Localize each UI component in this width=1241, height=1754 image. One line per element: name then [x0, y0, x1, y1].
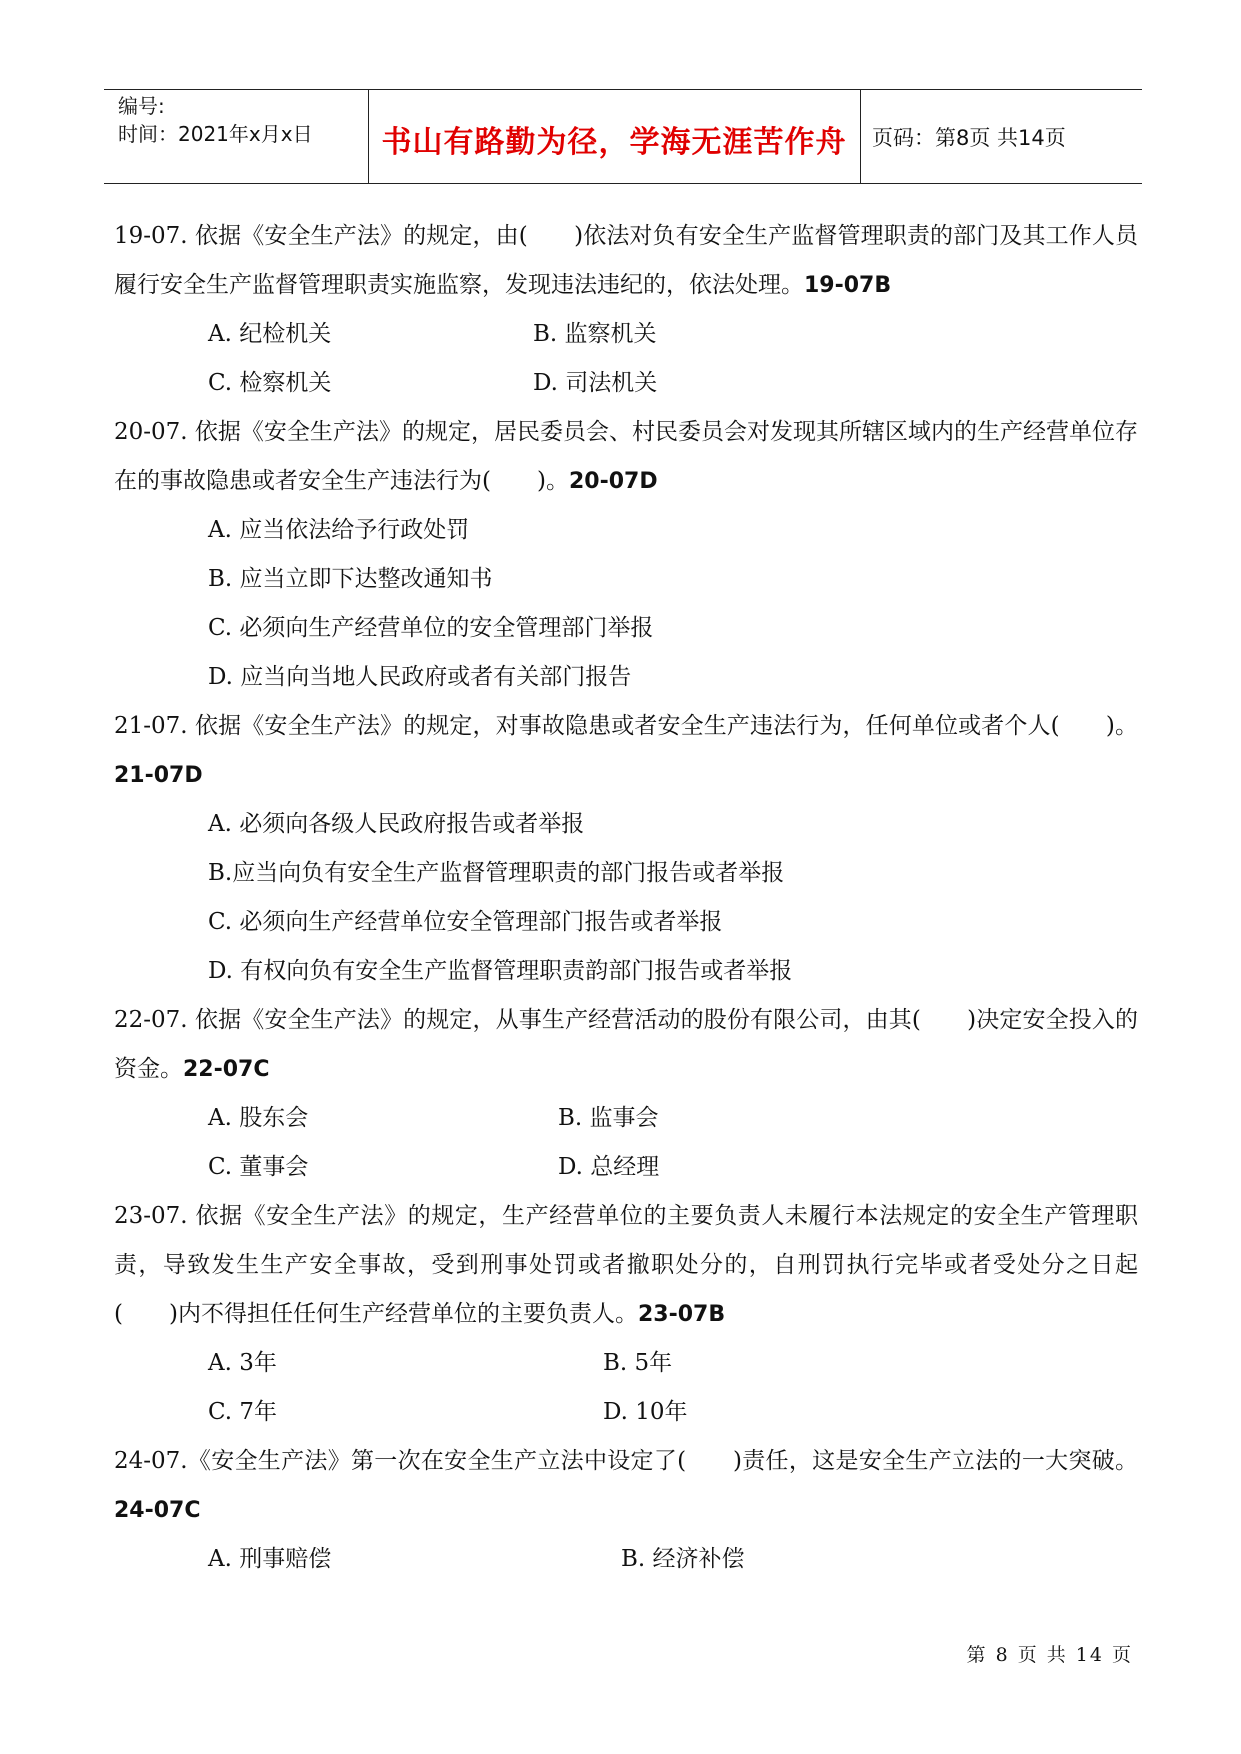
question-text — [114, 1437, 1138, 1535]
option-a: A. 应当依法给予行政处罚 — [208, 517, 470, 543]
option-c: C. 检察机关 — [208, 370, 332, 396]
question-24 — [114, 1437, 1138, 1584]
question-text — [114, 1192, 1138, 1339]
question-stem: 21-07. 依据《安全生产法》的规定，对事故隐患或者安全生产违法行为，任何单位或者个人( )。 — [114, 713, 1138, 739]
option-d: D. 总经理 — [558, 1154, 660, 1180]
answer-key: 21-07D — [114, 763, 203, 788]
option-b: B. 监事会 — [558, 1105, 659, 1131]
answer-key: 23-07B — [637, 1302, 726, 1327]
option-d: D. 10年 — [603, 1399, 688, 1425]
question-23 — [114, 1192, 1138, 1437]
answer-key: 20-07D — [568, 469, 658, 494]
option-row — [114, 1143, 1138, 1192]
answer-key: 24-07C — [114, 1498, 201, 1523]
number-label: 编号: — [118, 94, 165, 118]
question-text — [114, 996, 1138, 1094]
header-page-label: 页码：第8页 共14页 — [872, 126, 1066, 150]
option-b: B. 应当立即下达整改通知书 — [208, 566, 493, 592]
question-text — [114, 702, 1138, 800]
option-row — [114, 1339, 1138, 1388]
header-motto: 书山有路勤为径，学海无涯苦作舟 — [381, 125, 847, 160]
option-b: B. 经济补偿 — [621, 1546, 745, 1572]
question-list — [114, 212, 1138, 1584]
header-bottom-rule — [104, 183, 1142, 184]
footer-page-number: 第 8 页 共 14 页 — [966, 1644, 1133, 1666]
option-d: D. 应当向当地人民政府或者有关部门报告 — [208, 664, 632, 690]
question-21 — [114, 702, 1138, 996]
answer-key: 19-07B — [804, 273, 892, 298]
option-row — [114, 310, 1138, 359]
option-row — [114, 1535, 1138, 1584]
question-22 — [114, 996, 1138, 1192]
question-stem: 24-07.《安全生产法》第一次在安全生产立法中设定了( )责任，这是安全生产立法的一大突破。 — [114, 1448, 1138, 1474]
option-c: C. 必须向生产经营单位的安全管理部门举报 — [208, 615, 654, 641]
option-row — [114, 1094, 1138, 1143]
answer-key: 22-07C — [183, 1057, 270, 1082]
question-text — [114, 408, 1138, 506]
question-19 — [114, 212, 1138, 408]
option-a: A. 纪检机关 — [208, 321, 332, 347]
option-b: B. 5年 — [603, 1350, 673, 1376]
option-c: C. 董事会 — [208, 1154, 309, 1180]
option-a: A. 股东会 — [208, 1105, 309, 1131]
option-c: C. 7年 — [208, 1399, 278, 1425]
option-row — [114, 359, 1138, 408]
option-a: A. 3年 — [208, 1350, 277, 1376]
question-stem: 19-07. 依据《安全生产法》的规定，由( )依法对负有安全生产监督管理职责的部门及其工作人员履行安全生产监督管理职责实施监察，发现违法违纪的，依法处理。 — [114, 223, 1138, 298]
option-row — [114, 1388, 1138, 1437]
header-divider-1 — [368, 90, 369, 183]
option-d: D. 有权向负有安全生产监督管理职责韵部门报告或者举报 — [208, 958, 793, 984]
option-a: A. 必须向各级人民政府报告或者举报 — [208, 811, 585, 837]
question-stem: 20-07. 依据《安全生产法》的规定，居民委员会、村民委员会对发现其所辖区域内的生产经营单位存在的事故隐患或者安全生产违法行为( )。 — [114, 419, 1138, 494]
option-b: B.应当向负有安全生产监督管理职责的部门报告或者举报 — [208, 860, 785, 886]
header-top-rule — [104, 89, 1142, 90]
question-stem: 23-07. 依据《安全生产法》的规定，生产经营单位的主要负责人未履行本法规定的安全生产管理职责，导致发生生产安全事故，受到刑事处罚或者撤职处分的，自刑罚执行完毕或者受处分之日起( )内不得担任任何生产经营单位的主要负责人。 — [114, 1203, 1138, 1327]
time-label: 时间：2021年x月x日 — [118, 122, 313, 146]
question-text — [114, 212, 1138, 310]
header-divider-2 — [860, 90, 861, 183]
option-c: C. 必须向生产经营单位安全管理部门报告或者举报 — [208, 909, 723, 935]
option-b: B. 监察机关 — [533, 321, 657, 347]
option-d: D. 司法机关 — [533, 370, 658, 396]
option-a: A. 刑事赔偿 — [208, 1546, 332, 1572]
question-stem: 22-07. 依据《安全生产法》的规定，从事生产经营活动的股份有限公司，由其( )决定安全投入的资金。 — [114, 1007, 1138, 1082]
header-info — [118, 92, 313, 148]
question-20 — [114, 408, 1138, 702]
